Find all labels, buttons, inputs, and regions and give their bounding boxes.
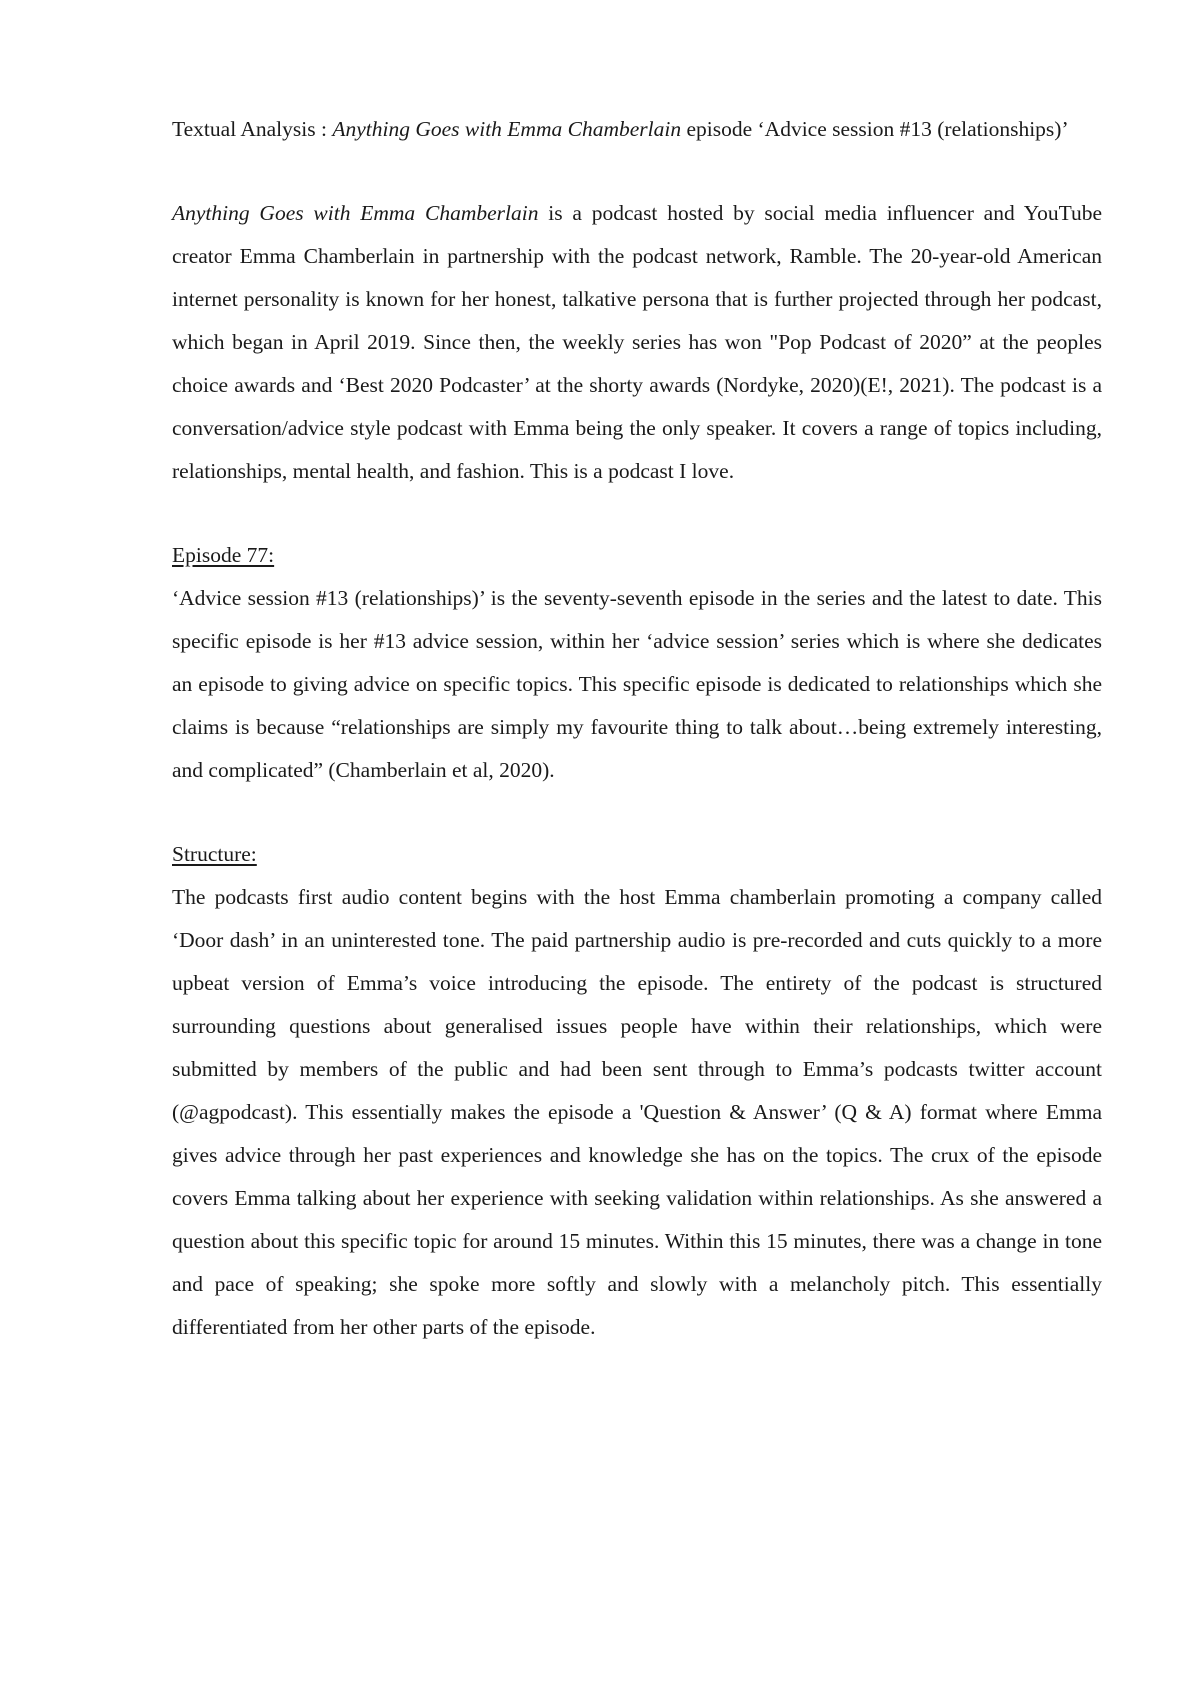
episode-paragraph: ‘Advice session #13 (relationships)’ is the seventy-seventh episode in the series and the latest to date. This specific episode is her #13 advice session, within her ‘advice session’ series which is where she dedicates an episode to giving advice on specific topics. This specific episode is dedicated to relationships which she claims is because “relationships are simply my favourite thing to talk about…being extremely interesting, and complicated” (Chamberlain et al, 2020). [172,586,1102,782]
title-prefix: Textual Analysis : [172,117,333,141]
title-show-name: Anything Goes with Emma Chamberlain [332,117,682,141]
intro-paragraph [172,192,1102,493]
intro-text: is a podcast hosted by social media influencer and YouTube creator Emma Chamberlain in partnership with the podcast network, Ramble. The 20-year-old American internet personality is known for her honest, talkative persona that is further projected through her podcast, which began in April 2019. Since then, the weekly series has won "Pop Podcast of 2020” at the peoples choice awards and ‘Best 2020 Podcaster’ at the shorty awards (Nordyke, 2020)(E!, 2021). The podcast is a conversation/advice style podcast with Emma being the only speaker. It covers a range of topics including, relationships, mental health, and fashion. This is a podcast I love. [172,201,1102,483]
structure-paragraph: The podcasts first audio content begins with the host Emma chamberlain promoting a company called ‘Door dash’ in an uninterested tone. The paid partnership audio is pre-recorded and cuts quickly to a more upbeat version of Emma’s voice introducing the episode. The entirety of the podcast is structured surrounding questions about generalised issues people have within their relationships, which were submitted by members of the public and had been sent through to Emma’s podcasts twitter account (@agpodcast). This essentially makes the episode a 'Question & Answer’ (Q & A) format where Emma gives advice through her past experiences and knowledge she has on the topics. The crux of the episode covers Emma talking about her experience with seeking validation within relationships. As she answered a question about this specific topic for around 15 minutes. Within this 15 minutes, there was a change in tone and pace of speaking; she spoke more softly and slowly with a melancholy pitch. This essentially differentiated from her other parts of the episode. [172,885,1102,1339]
document-title [172,108,1102,151]
structure-heading: Structure: [172,842,257,866]
document-page [172,108,1102,1349]
title-suffix: episode ‘Advice session #13 (relationships)’ [681,117,1069,141]
intro-show-name: Anything Goes with Emma Chamberlain [172,201,539,225]
episode-heading: Episode 77: [172,543,275,567]
